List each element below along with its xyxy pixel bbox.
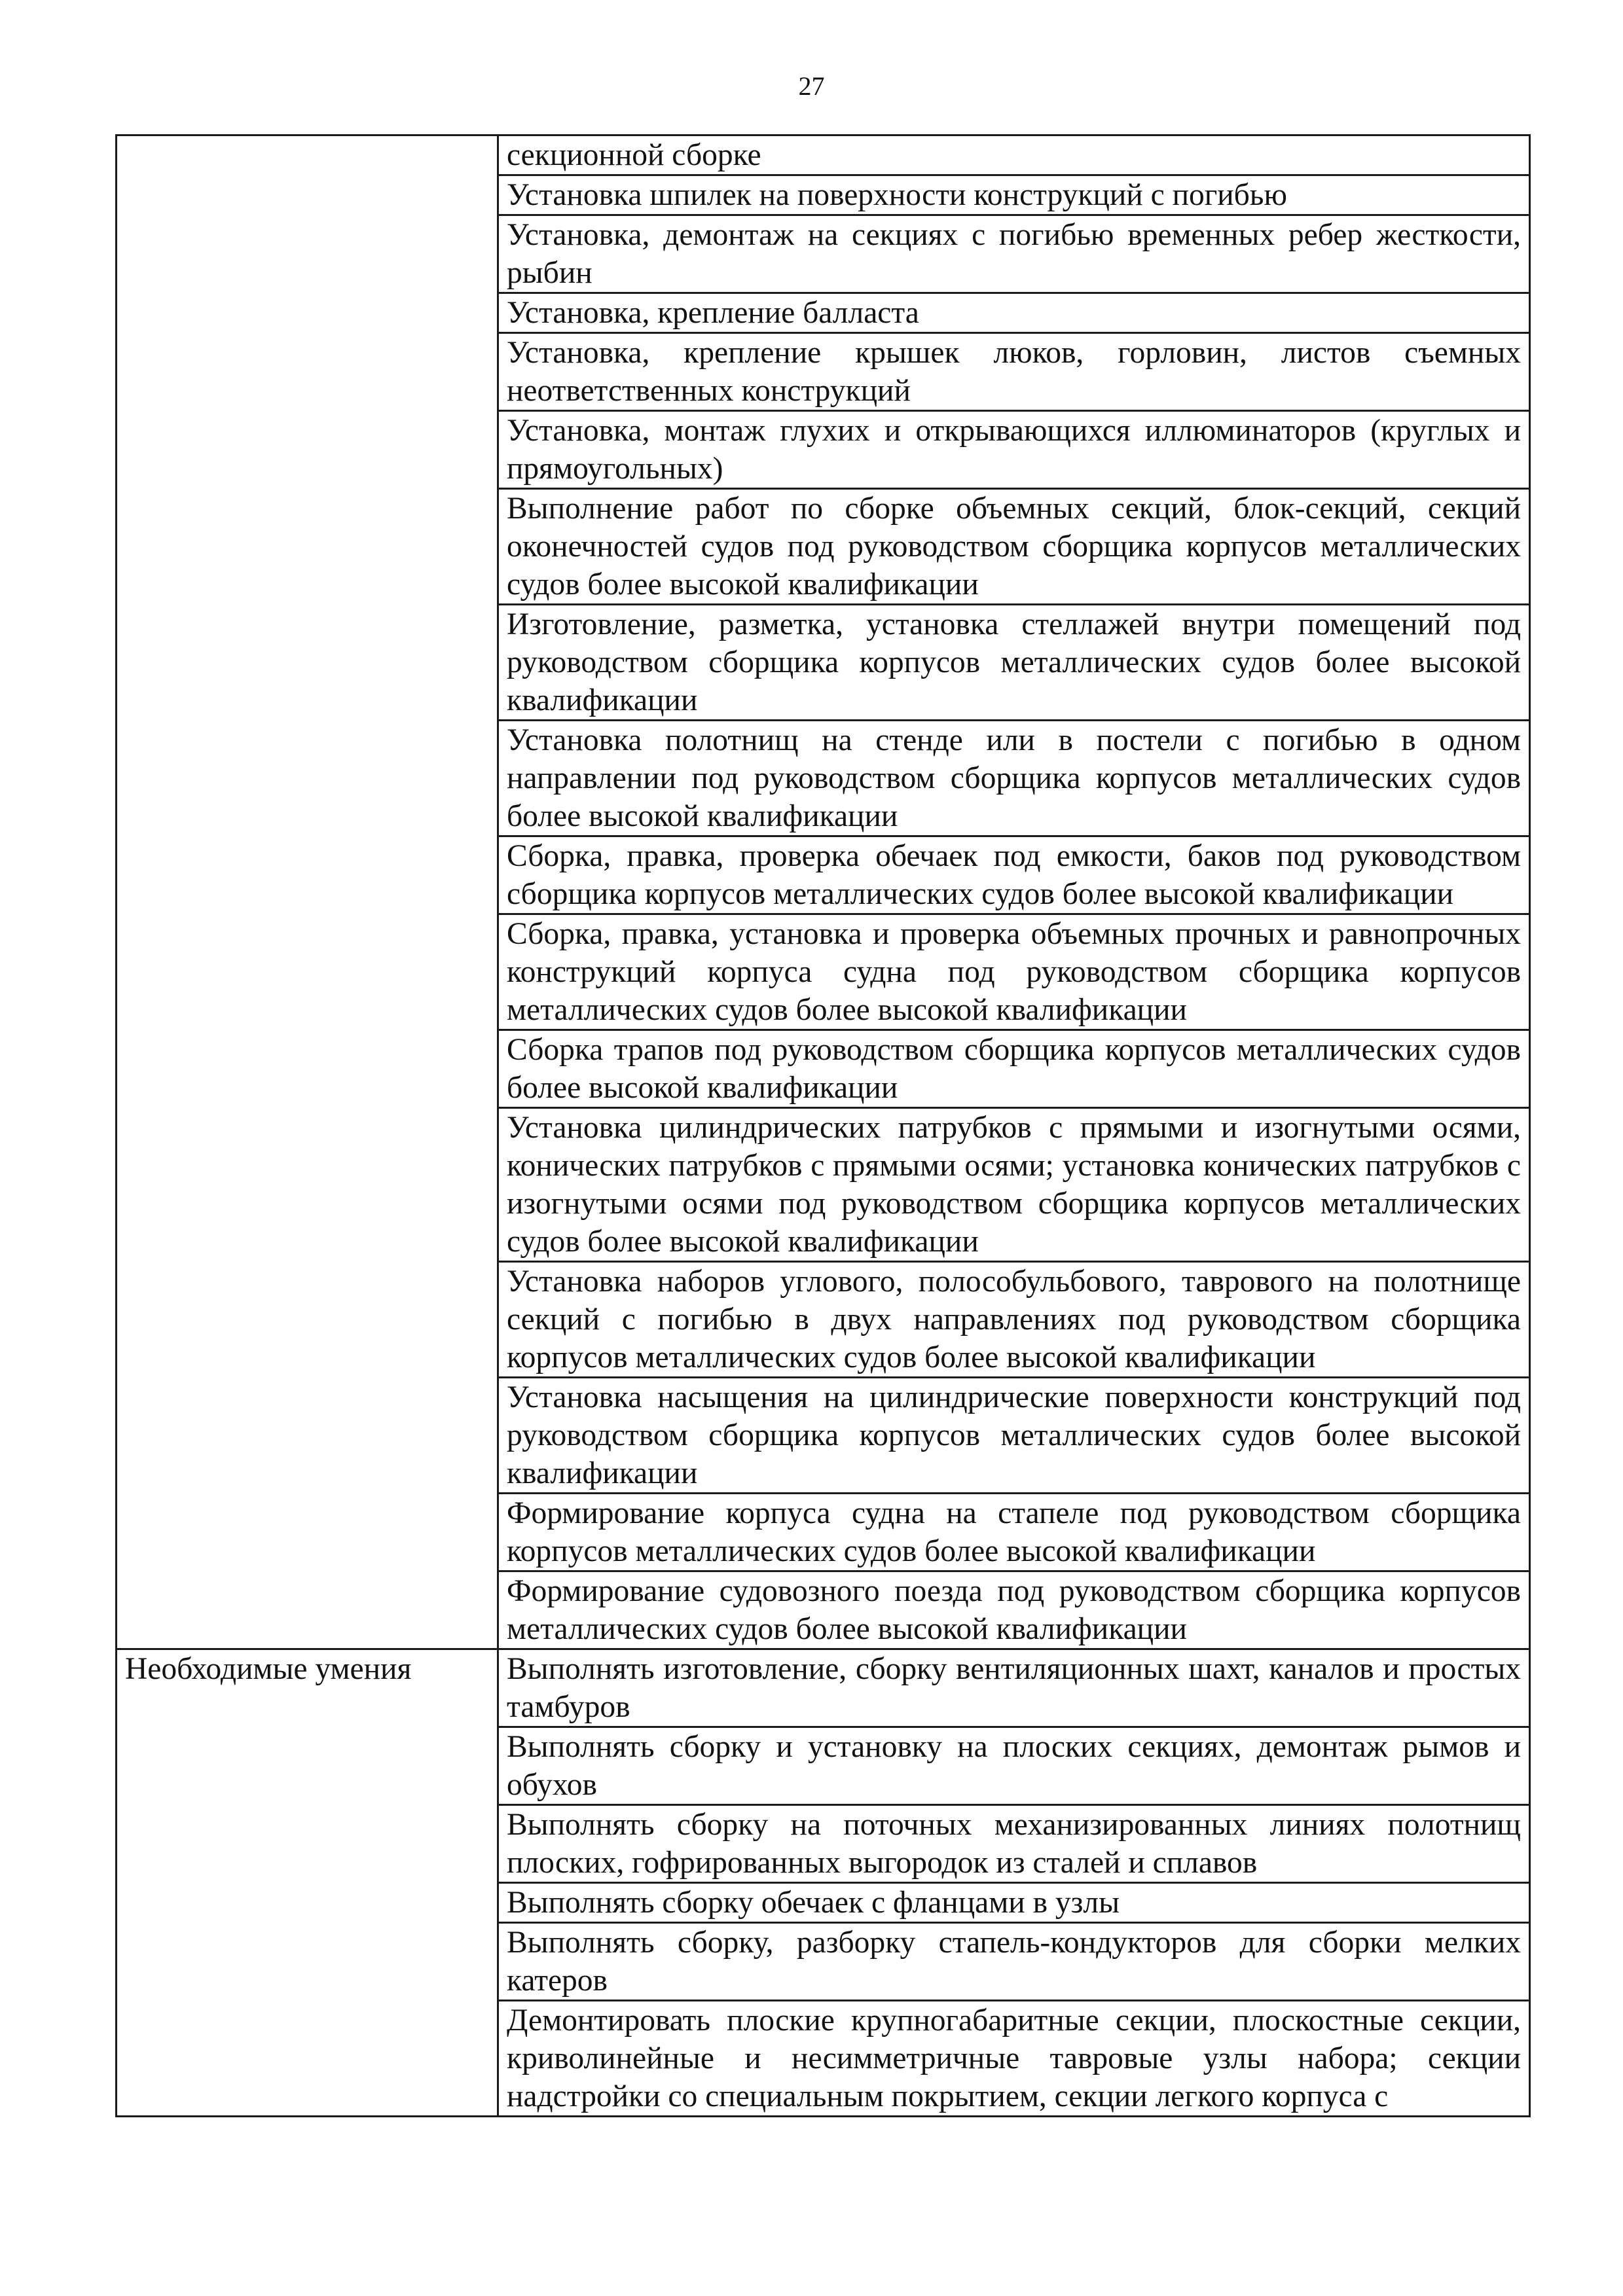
item-cell — [498, 489, 1530, 605]
item-text: Установка, монтаж глухих и открывающихся иллюминаторов (круглых и прямоугольных) — [507, 414, 1521, 486]
item-text: Установка, крепление крышек люков, горловин, листов съемных неответственных конструкций — [507, 336, 1521, 408]
competency-table — [115, 134, 1531, 2117]
item-cell — [498, 1649, 1530, 1727]
item-text: Выполнять сборку обечаек с фланцами в узлы — [507, 1886, 1120, 1920]
item-cell — [498, 1494, 1530, 1571]
item-cell — [498, 135, 1530, 175]
item-cell — [498, 914, 1530, 1030]
table-body — [117, 135, 1530, 2117]
item-text: Сборка, правка, установка и проверка объемных прочных и равнопрочных конструкций корпуса судна под руководством сборщика корпусов металлических судов более высокой квалификации — [507, 917, 1521, 1027]
item-text: Установка наборов углового, полособульбового, таврового на полотнище секций с погибью в двух направлениях под руководством сборщика корпусов металлических судов более высокой квалификации — [507, 1265, 1521, 1374]
item-cell — [498, 1805, 1530, 1883]
item-text: Выполнять сборку, разборку стапель-кондукторов для сборки мелких катеров — [507, 1926, 1521, 1998]
group-label-cell-empty — [117, 135, 498, 1649]
item-text: Установка, демонтаж на секциях с погибью временных ребер жесткости, рыбин — [507, 218, 1521, 290]
item-cell — [498, 1727, 1530, 1805]
item-cell — [498, 333, 1530, 411]
item-text: Выполнять сборку на поточных механизированных линиях полотнищ плоских, гофрированных выгородок из сталей и сплавов — [507, 1808, 1521, 1880]
group-label: Необходимые умения — [125, 1652, 412, 1686]
page-number: 27 — [798, 71, 825, 101]
item-text: Установка насыщения на цилиндрические поверхности конструкций под руководством сборщика корпусов металлических судов более высокой квалификации — [507, 1380, 1521, 1490]
item-cell — [498, 1571, 1530, 1649]
group-label-cell — [117, 1649, 498, 2117]
item-text: Установка, крепление балласта — [507, 296, 919, 330]
item-cell — [498, 2001, 1530, 2117]
item-text: Демонтировать плоские крупногабаритные секции, плоскостные секции, криволинейные и несимметричные тавровые узлы набора; секции надстройки со специальным покрытием, секции легкого корпуса с — [507, 2003, 1521, 2113]
item-cell — [498, 721, 1530, 836]
item-cell — [498, 1378, 1530, 1494]
item-text: Сборка трапов под руководством сборщика корпусов металлических судов более высокой квалификации — [507, 1033, 1521, 1105]
item-text: Изготовление, разметка, установка стеллажей внутри помещений под руководством сборщика корпусов металлических судов более высокой квалификации — [507, 607, 1521, 717]
item-text: Выполнение работ по сборке объемных секций, блок-секций, секций оконечностей судов под руководством сборщика корпусов металлических судов более высокой квалификации — [507, 492, 1521, 601]
item-text: Сборка, правка, проверка обечаек под емкости, баков под руководством сборщика корпусов металлических судов более высокой квалификации — [507, 839, 1521, 911]
table-row — [117, 1649, 1530, 1727]
item-cell — [498, 215, 1530, 293]
item-cell — [498, 1923, 1530, 2001]
item-cell — [498, 605, 1530, 721]
item-cell — [498, 1108, 1530, 1262]
item-cell — [498, 836, 1530, 914]
item-text: секционной сборке — [507, 138, 761, 172]
item-text: Выполнять сборку и установку на плоских секциях, демонтаж рымов и обухов — [507, 1730, 1521, 1802]
table-row — [117, 135, 1530, 175]
item-cell — [498, 293, 1530, 333]
item-text: Установка шпилек на поверхности конструкций с погибью — [507, 178, 1287, 212]
item-text: Формирование судовозного поезда под руководством сборщика корпусов металлических судов более высокой квалификации — [507, 1574, 1521, 1646]
item-text: Установка цилиндрических патрубков с прямыми и изогнутыми осями, конических патрубков с прямыми осями; установка конических патрубков с изогнутыми осями под руководством сборщика корпусов металлических судов более высокой квалификации — [507, 1111, 1521, 1259]
item-text: Выполнять изготовление, сборку вентиляционных шахт, каналов и простых тамбуров — [507, 1652, 1521, 1724]
item-cell — [498, 411, 1530, 489]
item-cell — [498, 1030, 1530, 1108]
item-cell — [498, 175, 1530, 215]
item-text: Установка полотнищ на стенде или в постели с погибью в одном направлении под руководством сборщика корпусов металлических судов более высокой квалификации — [507, 723, 1521, 833]
item-cell — [498, 1883, 1530, 1923]
item-cell — [498, 1262, 1530, 1378]
item-text: Формирование корпуса судна на стапеле под руководством сборщика корпусов металлических судов более высокой квалификации — [507, 1496, 1521, 1568]
